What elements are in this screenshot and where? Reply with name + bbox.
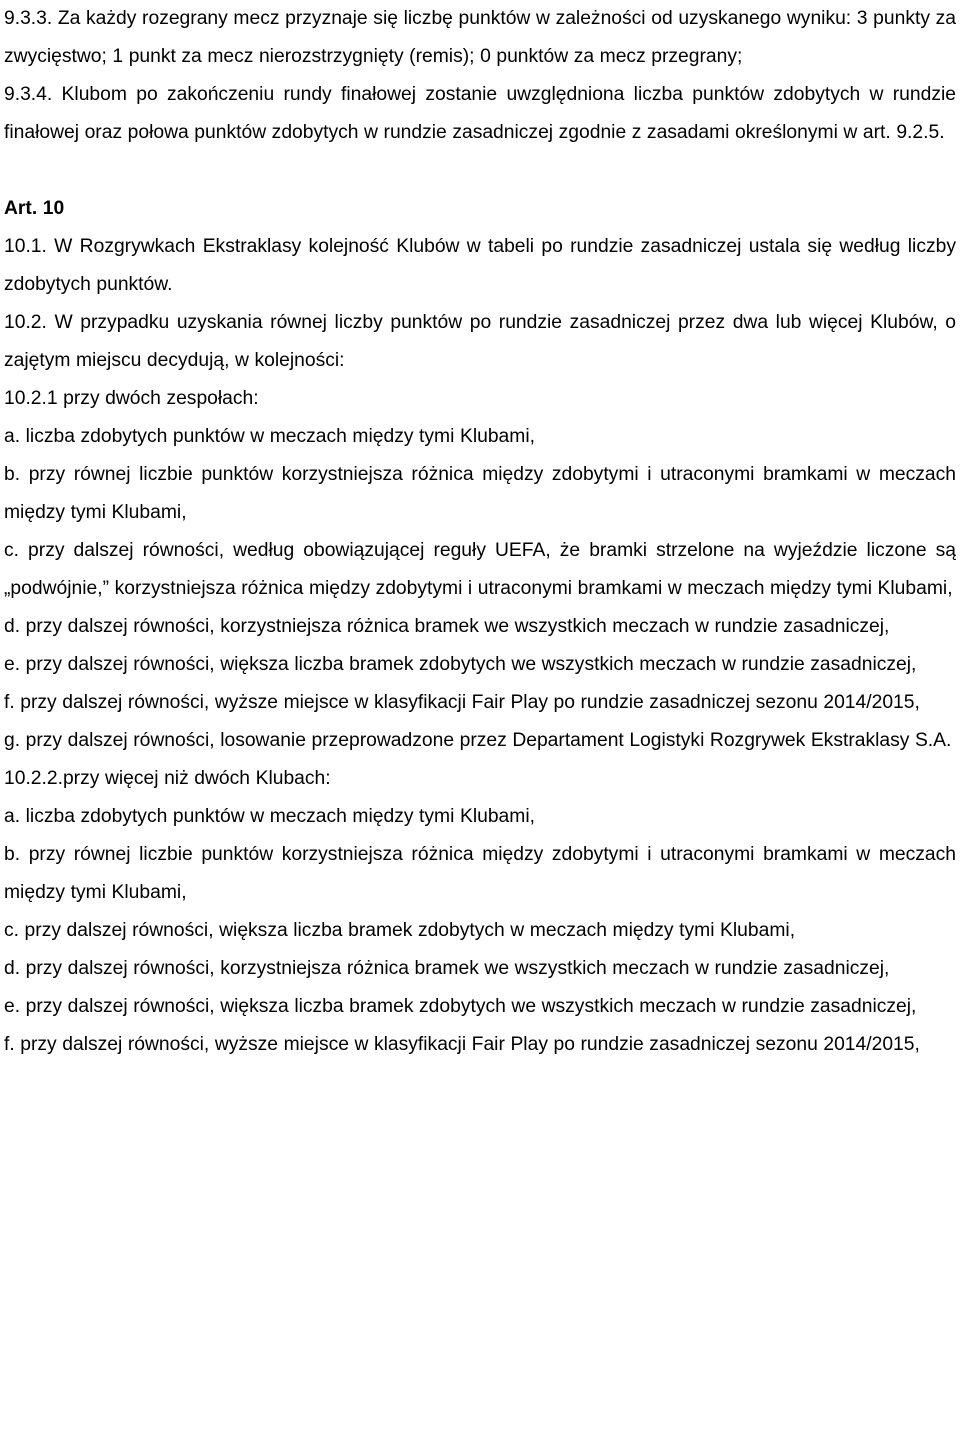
list-item-a: a. liczba zdobytych punktów w meczach między tymi Klubami, <box>4 806 535 827</box>
document-body <box>4 0 956 1064</box>
list-item-e: e. przy dalszej równości, większa liczba bramek zdobytych we wszystkich meczach w rundzie zasadniczej, <box>4 654 917 675</box>
paragraph-10-1: 10.1. W Rozgrywkach Ekstraklasy kolejność Klubów w tabeli po rundzie zasadniczej ustala się według liczby zdobytych punktów. <box>4 236 956 295</box>
list-item-f: f. przy dalszej równości, wyższe miejsce w klasyfikacji Fair Play po rundzie zasadniczej sezonu 2014/2015, <box>4 692 920 713</box>
article-10-heading: Art. 10 <box>4 198 65 219</box>
paragraph-10-2: 10.2. W przypadku uzyskania równej liczby punktów po rundzie zasadniczej przez dwa lub więcej Klubów, o zajętym miejscu decydują, w kolejności: <box>4 312 956 371</box>
blank-line <box>4 152 956 190</box>
list-item-e: e. przy dalszej równości, większa liczba bramek zdobytych we wszystkich meczach w rundzie zasadniczej, <box>4 996 917 1017</box>
list-item-b: b. przy równej liczbie punktów korzystniejsza różnica między zdobytymi i utraconymi bramkami w meczach między tymi Klubami, <box>4 844 956 903</box>
list-item-c: c. przy dalszej równości, według obowiązującej reguły UEFA, że bramki strzelone na wyjeździe liczone są „podwójnie,” korzystniejsza różnica między zdobytymi i utraconymi bramkami w meczach między tymi Klubami, <box>4 540 956 599</box>
list-item-d: d. przy dalszej równości, korzystniejsza różnica bramek we wszystkich meczach w rundzie zasadniczej, <box>4 616 890 637</box>
list-item-g: g. przy dalszej równości, losowanie przeprowadzone przez Departament Logistyki Rozgrywek Ekstraklasy S.A. <box>4 730 952 751</box>
list-item-b: b. przy równej liczbie punktów korzystniejsza różnica między zdobytymi i utraconymi bramkami w meczach między tymi Klubami, <box>4 464 956 523</box>
paragraph-10-2-2: 10.2.2.przy więcej niż dwóch Klubach: <box>4 768 331 789</box>
list-item-c: c. przy dalszej równości, większa liczba bramek zdobytych w meczach między tymi Klubami, <box>4 920 796 941</box>
list-item-a: a. liczba zdobytych punktów w meczach między tymi Klubami, <box>4 426 535 447</box>
paragraph-10-2-1: 10.2.1 przy dwóch zespołach: <box>4 388 259 409</box>
list-item-f: f. przy dalszej równości, wyższe miejsce w klasyfikacji Fair Play po rundzie zasadniczej sezonu 2014/2015, <box>4 1034 920 1055</box>
paragraph-9-3-3: 9.3.3. Za każdy rozegrany mecz przyznaje się liczbę punktów w zależności od uzyskanego wyniku: 3 punkty za zwycięstwo; 1 punkt za mecz nierozstrzygnięty (remis); 0 punktów za mecz przegrany; <box>4 8 956 67</box>
list-item-d: d. przy dalszej równości, korzystniejsza różnica bramek we wszystkich meczach w rundzie zasadniczej, <box>4 958 890 979</box>
paragraph-9-3-4: 9.3.4. Klubom po zakończeniu rundy finałowej zostanie uwzględniona liczba punktów zdobytych w rundzie finałowej oraz połowa punktów zdobytych w rundzie zasadniczej zgodnie z zasadami określonymi w art. 9.2.5. <box>4 84 956 143</box>
